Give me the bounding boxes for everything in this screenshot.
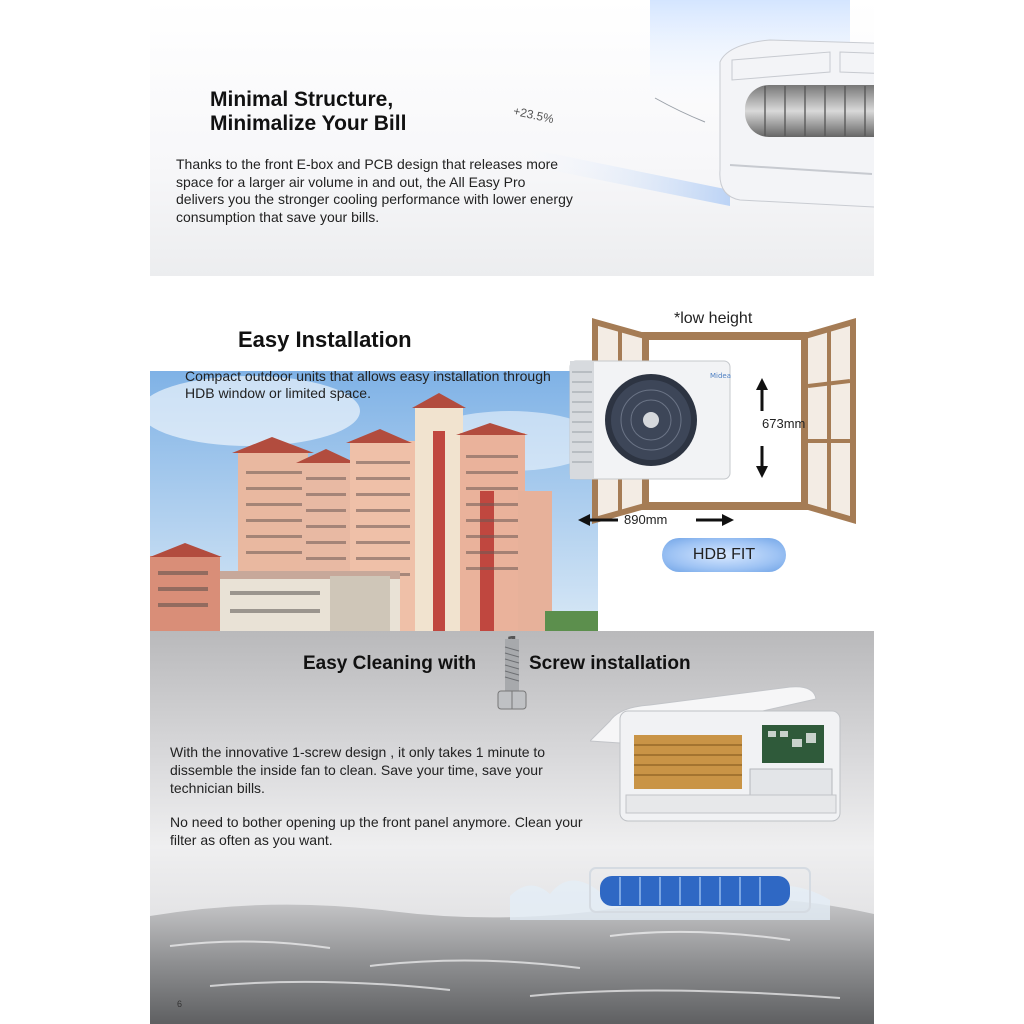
unit-brand-logo: Midea <box>710 372 732 380</box>
hdb-buildings-photo <box>150 371 598 631</box>
section3-title-part1: Easy Cleaning with <box>303 653 477 674</box>
minimal-structure-section <box>150 0 874 276</box>
section1-title-line1: Minimal Structure, <box>210 88 394 111</box>
section3-paragraph-2: No need to bother opening up the front panel anymore. Clean your filter as often as you want. <box>170 814 583 848</box>
page-number: 6 <box>177 999 183 1009</box>
airflow-increase-label: +23.5% <box>511 103 556 127</box>
outdoor-unit-in-window <box>550 306 874 526</box>
indoor-unit-xray-illustration <box>480 0 874 276</box>
hdb-fit-badge: HDB FIT <box>662 538 786 572</box>
indoor-unit-open-illustration <box>590 685 850 835</box>
section1-title-line2: Minimalize Your Bill <box>210 112 407 135</box>
section3-paragraph-1: With the innovative 1-screw design , it only takes 1 minute to dissemble the inside fan to clean. Save your time, save your technician bills. <box>170 744 546 796</box>
easy-installation-section <box>150 276 874 631</box>
section3-title-part2: Screw installation <box>529 653 691 674</box>
water-splash-illustration <box>150 856 874 1024</box>
section1-body: Thanks to the front E-box and PCB design that releases more space for a larger air volume in and out, the All Easy Pro delivers you the stronger cooling performance with lower energy consumption that save your bills. <box>176 156 573 225</box>
brochure-page <box>150 0 874 1024</box>
section2-title: Easy Installation <box>238 327 412 352</box>
width-dimension-label: 890mm <box>624 512 668 527</box>
screw-icon <box>497 633 527 715</box>
height-dimension-label: 673mm <box>762 416 806 431</box>
low-height-label: *low height <box>674 310 753 327</box>
section1-title <box>210 88 406 136</box>
section2-body: Compact outdoor units that allows easy installation through HDB window or limited space. <box>185 368 551 401</box>
easy-cleaning-section <box>150 631 874 1024</box>
